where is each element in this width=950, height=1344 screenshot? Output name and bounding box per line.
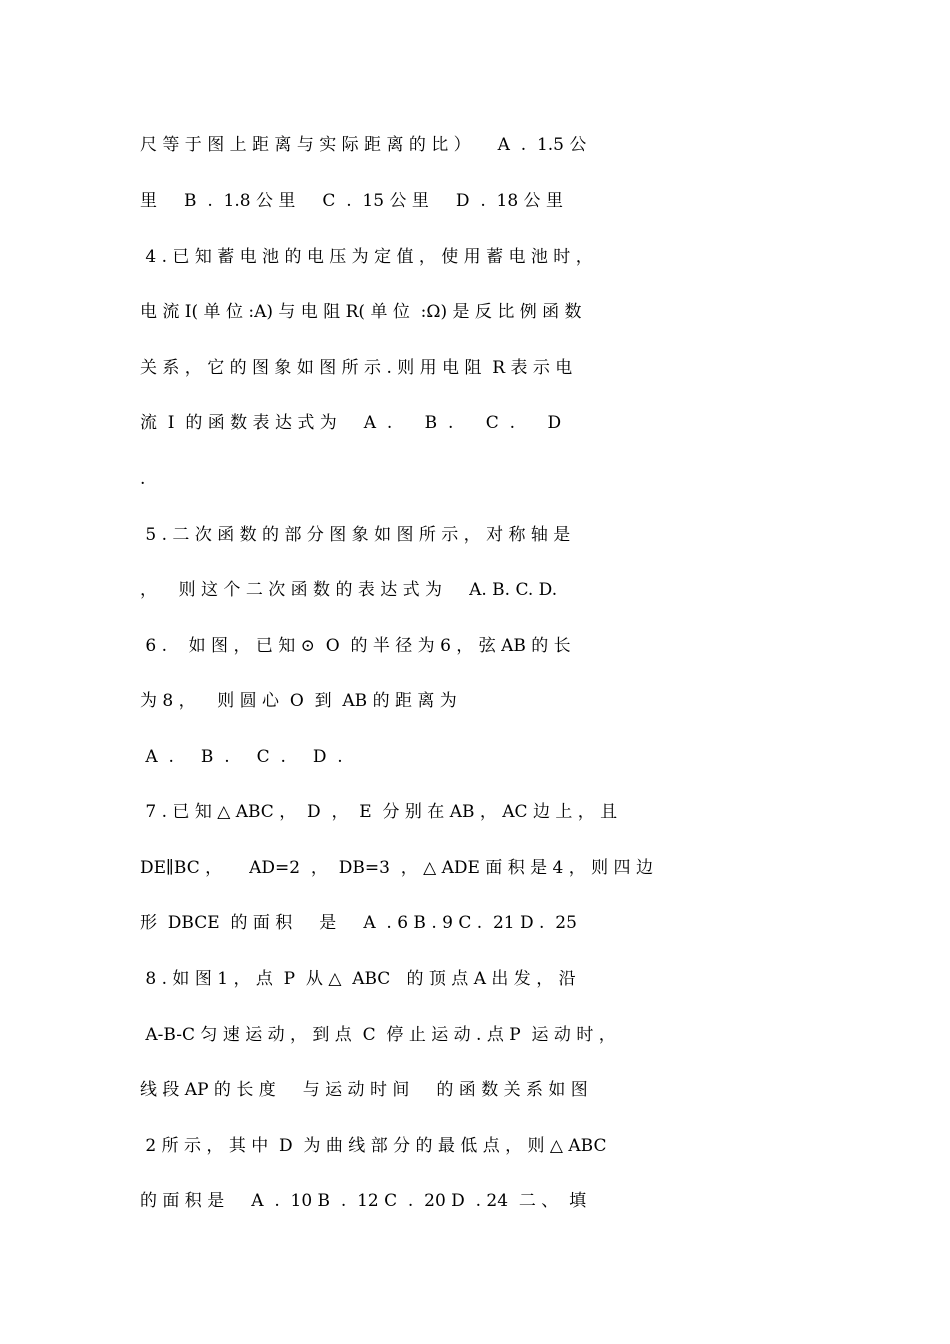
line-text: A-B-C 匀 速 运 动 ， 到 点 C 停 止 运 动 . 点 P 运 动 时 ，: [140, 1025, 616, 1045]
text-line: [140, 353, 840, 383]
line-text: 电 流 I( 单 位 :A) 与 电 阻 R( 单 位 :Ω) 是 反 比 例 函 数: [140, 302, 582, 322]
text-line: [140, 1131, 840, 1161]
line-text: 线 段 AP 的 长 度 与 运 动 时 间 的 函 数 关 系 如 图: [140, 1080, 588, 1100]
text-line: [140, 130, 840, 160]
line-text: 尺 等 于 图 上 距 离 与 实 际 距 离 的 比 ） A . 1.5 公: [140, 135, 587, 155]
text-line: [140, 908, 840, 938]
line-text: ， 则 这 个 二 次 函 数 的 表 达 式 为 A. B. C. D.: [140, 580, 558, 600]
line-text: DE∥BC ， AD=2 ， DB=3 ， △ ADE 面 积 是 4 ， 则 四 边: [140, 858, 653, 878]
line-text: 4 . 已 知 蓄 电 池 的 电 压 为 定 值 ， 使 用 蓄 电 池 时 ，: [140, 247, 593, 267]
line-text: 2 所 示 ， 其 中 D 为 曲 线 部 分 的 最 低 点 ， 则 △ ABC: [140, 1136, 607, 1156]
line-text: .: [140, 469, 146, 489]
text-line: [140, 631, 840, 661]
text-line: [140, 575, 840, 605]
text-line: [140, 797, 840, 827]
text-line: [140, 1186, 840, 1216]
line-text: 的 面 积 是 A . 10 B . 12 C . 20 D . 24 二 、 填: [140, 1191, 587, 1211]
text-line: [140, 297, 840, 327]
text-line: [140, 464, 840, 494]
text-line: [140, 186, 840, 216]
line-text: 关 系 ， 它 的 图 象 如 图 所 示 . 则 用 电 阻 R 表 示 电: [140, 358, 573, 378]
text-line: [140, 1075, 840, 1105]
line-text: 5 . 二 次 函 数 的 部 分 图 象 如 图 所 示 ， 对 称 轴 是: [140, 525, 571, 545]
text-line: [140, 408, 840, 438]
text-line: [140, 853, 840, 883]
line-text: 为 8 ， 则 圆 心 O 到 AB 的 距 离 为: [140, 691, 457, 711]
line-text: 7 . 已 知 △ ABC ， D ， E 分 别 在 AB ， AC 边 上 ， 且: [140, 802, 618, 822]
line-text: A . B . C . D .: [140, 747, 343, 767]
line-text: 形 DBCE 的 面 积 是 A . 6 B . 9 C . 21 D . 25: [140, 913, 577, 933]
text-line: [140, 686, 840, 716]
line-text: 流 I 的 函 数 表 达 式 为 A . B . C . D: [140, 413, 562, 433]
text-line: [140, 742, 840, 772]
text-line: [140, 242, 840, 272]
text-line: [140, 1020, 840, 1050]
text-line: [140, 520, 840, 550]
line-text: 8 . 如 图 1 ， 点 P 从 △ ABC 的 顶 点 A 出 发 ， 沿: [140, 969, 576, 989]
text-line: [140, 964, 840, 994]
line-text: 6 . 如 图 ， 已 知 ⊙ O 的 半 径 为 6 ， 弦 AB 的 长: [140, 636, 571, 656]
line-text: 里 B . 1.8 公 里 C . 15 公 里 D . 18 公 里: [140, 191, 563, 211]
